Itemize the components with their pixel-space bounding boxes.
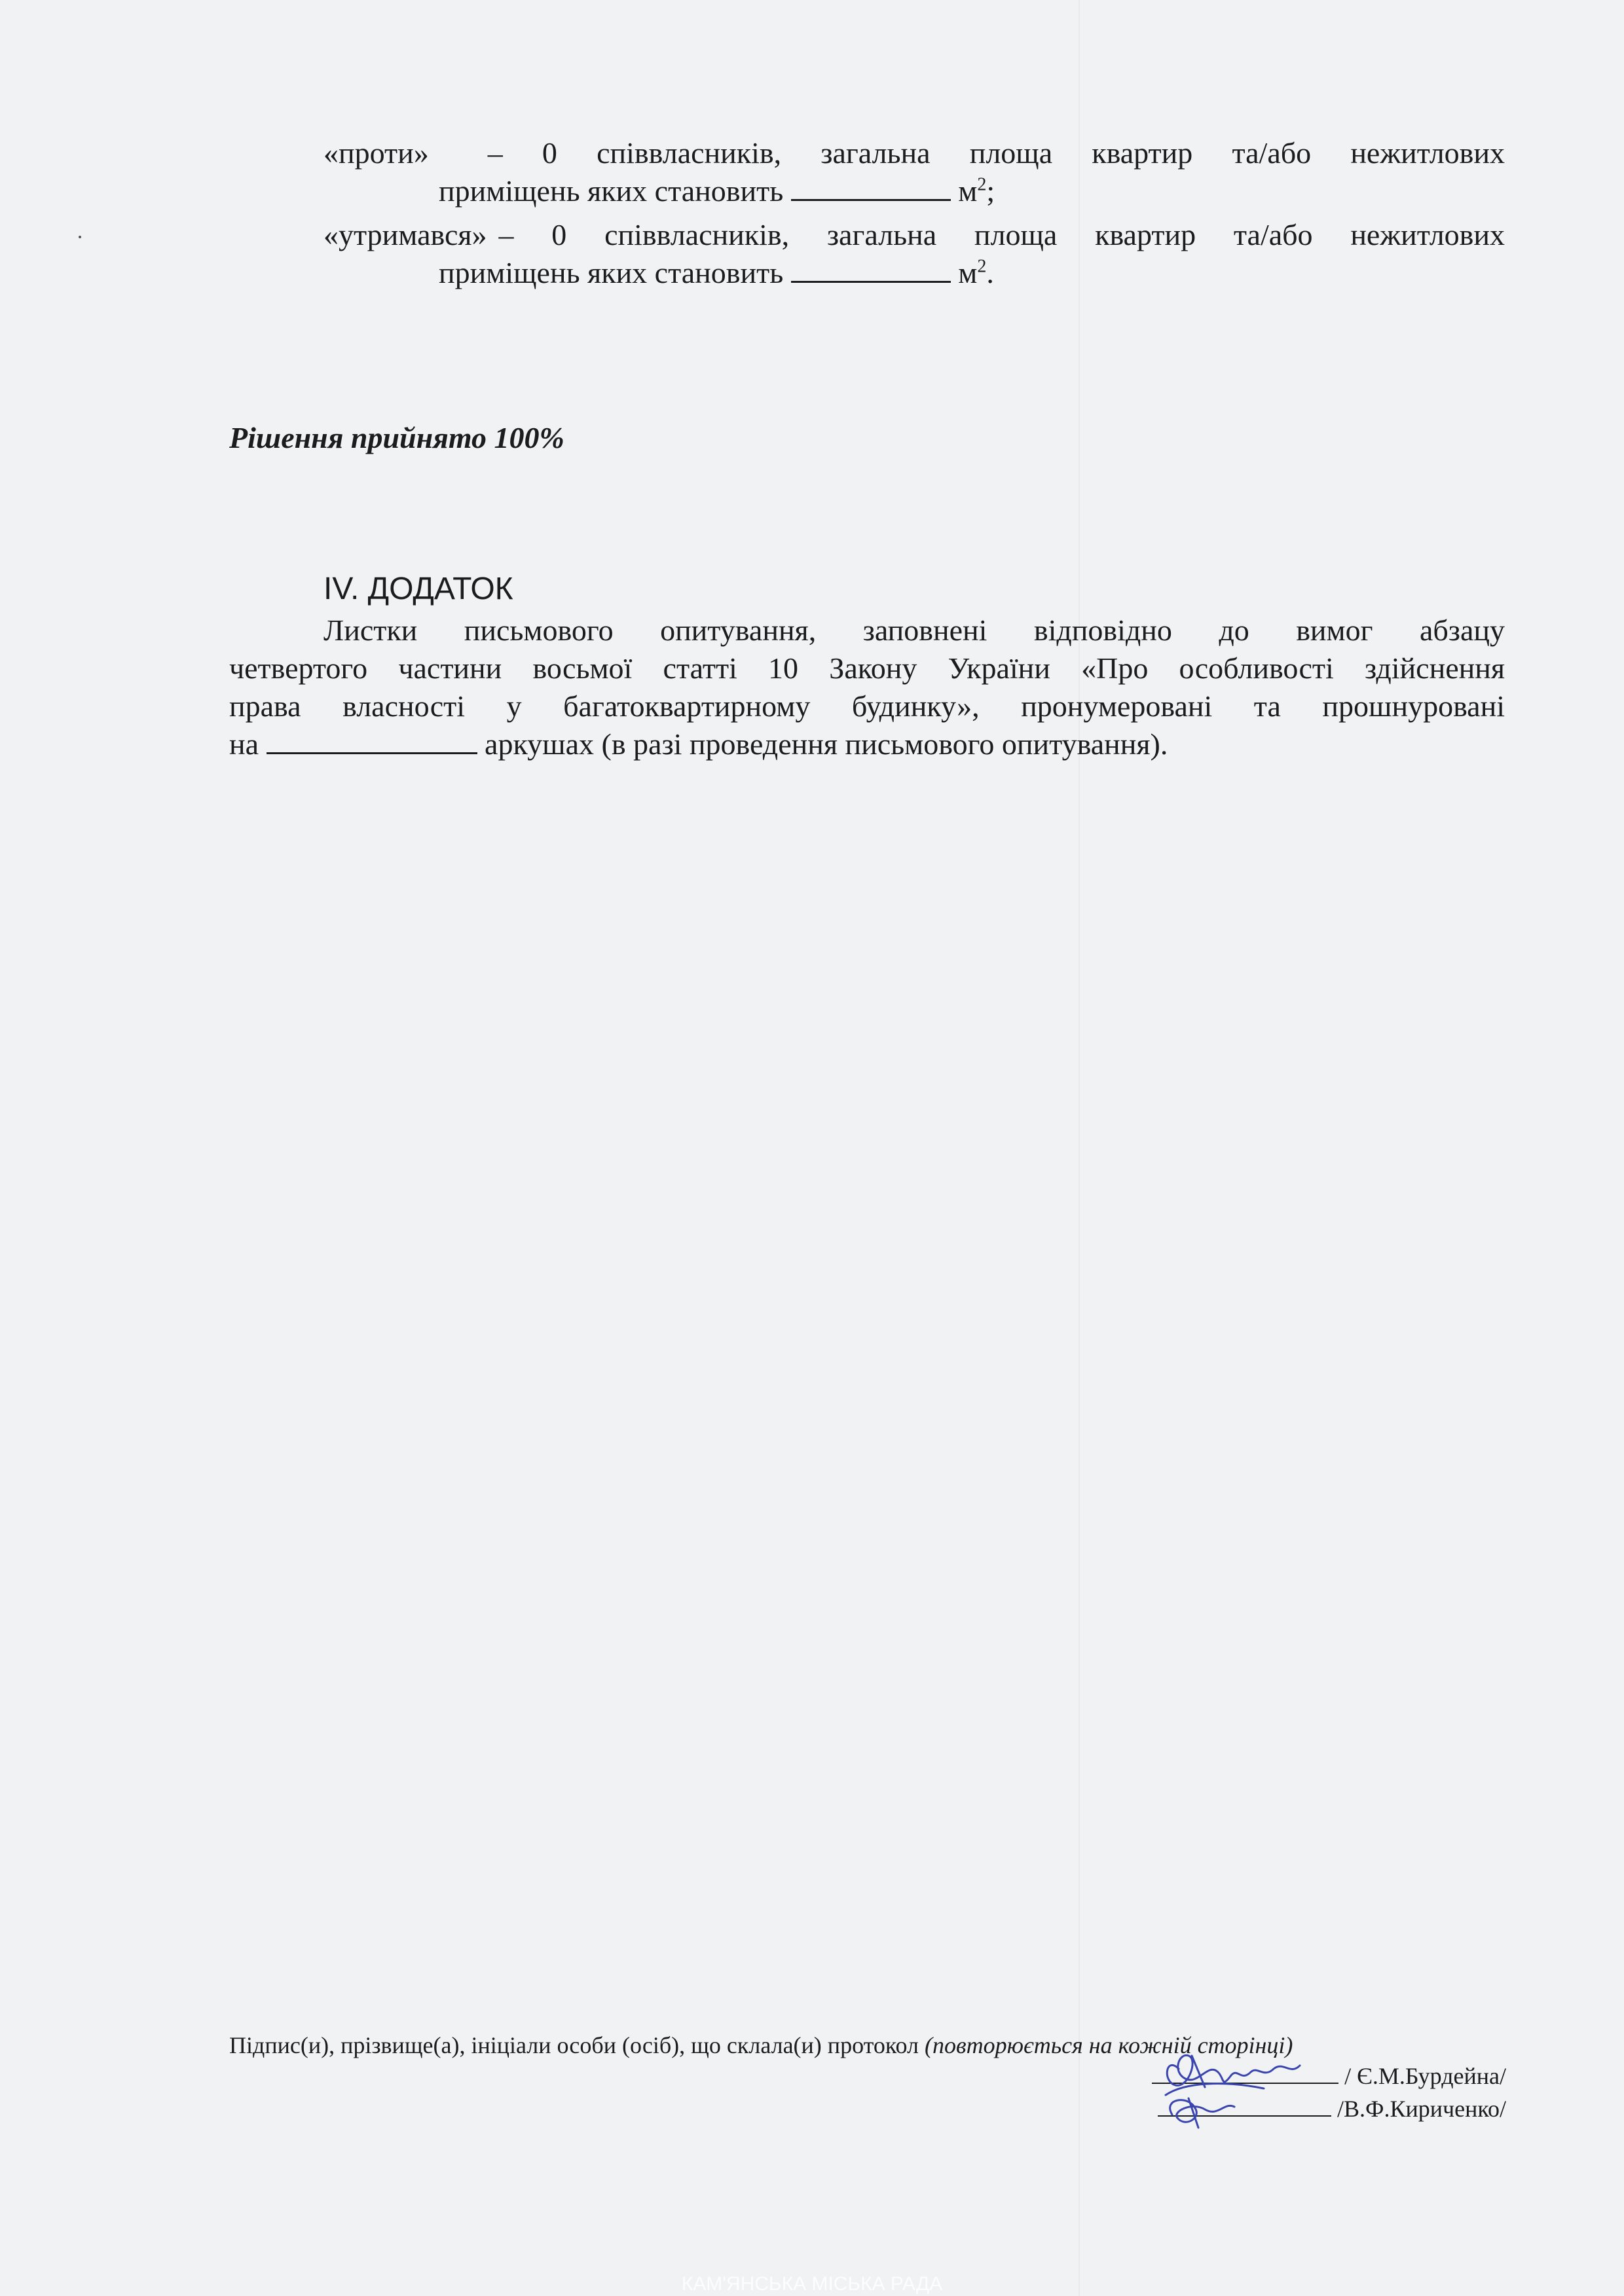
- vote-label: «проти»: [323, 136, 429, 170]
- punctuation: .: [986, 256, 994, 289]
- vote-continuation: [323, 254, 1505, 292]
- vote-continuation-text: приміщень яких становить: [439, 256, 784, 289]
- vote-continuation: [323, 172, 1505, 210]
- signatory-name: / Є.М.Бурдейна/: [1344, 2063, 1506, 2089]
- area-blank: [791, 173, 951, 201]
- appendix-line: Листки письмового опитування, заповнені відповідно до вимог абзацу: [323, 613, 1505, 647]
- signatory-name: /В.Ф.Кириченко/: [1337, 2096, 1506, 2122]
- appendix-paragraph: [229, 611, 1505, 763]
- unit: м: [958, 174, 978, 208]
- appendix-line: четвертого частини восьмої статті 10 Закону України «Про особливості здійснення: [229, 651, 1505, 685]
- signature-note-text: Підпис(и), прізвище(а), ініціали особи (осіб), що склала(и) протокол: [229, 2032, 919, 2058]
- vote-continuation-text: приміщень яких становить: [439, 174, 784, 208]
- appendix-line: права власності у багатоквартирному будинку», пронумеровані та прошнуровані: [229, 689, 1505, 723]
- unit-exponent: 2: [977, 174, 987, 195]
- appendix-last-line: [229, 725, 1505, 763]
- vote-text: – 0 співвласників, загальна площа квартир та/або нежитлових: [487, 136, 1505, 170]
- watermark: КАМ'ЯНСЬКА МІСЬКА РАДА: [681, 2273, 943, 2295]
- scan-speck: [79, 236, 81, 238]
- signature-note-italic: (повторюється на кожній сторінці): [925, 2032, 1293, 2058]
- sheets-blank: [267, 726, 477, 754]
- vote-against: [323, 134, 1505, 210]
- appendix-suffix: аркушах (в разі проведення письмового опитування).: [485, 727, 1168, 761]
- appendix-prefix: на: [229, 727, 259, 761]
- vote-text: – 0 співвласників, загальна площа квартир та/або нежитлових: [498, 218, 1505, 251]
- handwritten-signature: [1126, 2036, 1336, 2134]
- scan-fold-shadow: [1079, 0, 1080, 2296]
- unit-exponent: 2: [977, 256, 987, 277]
- appendix-title: IV. ДОДАТОК: [323, 572, 513, 606]
- vote-abstained: [323, 216, 1505, 292]
- decision-statement: Рішення прийнято 100%: [229, 421, 564, 454]
- unit: м: [958, 256, 978, 289]
- area-blank: [791, 255, 951, 283]
- vote-label: «утримався»: [323, 218, 487, 251]
- punctuation: ;: [986, 174, 995, 208]
